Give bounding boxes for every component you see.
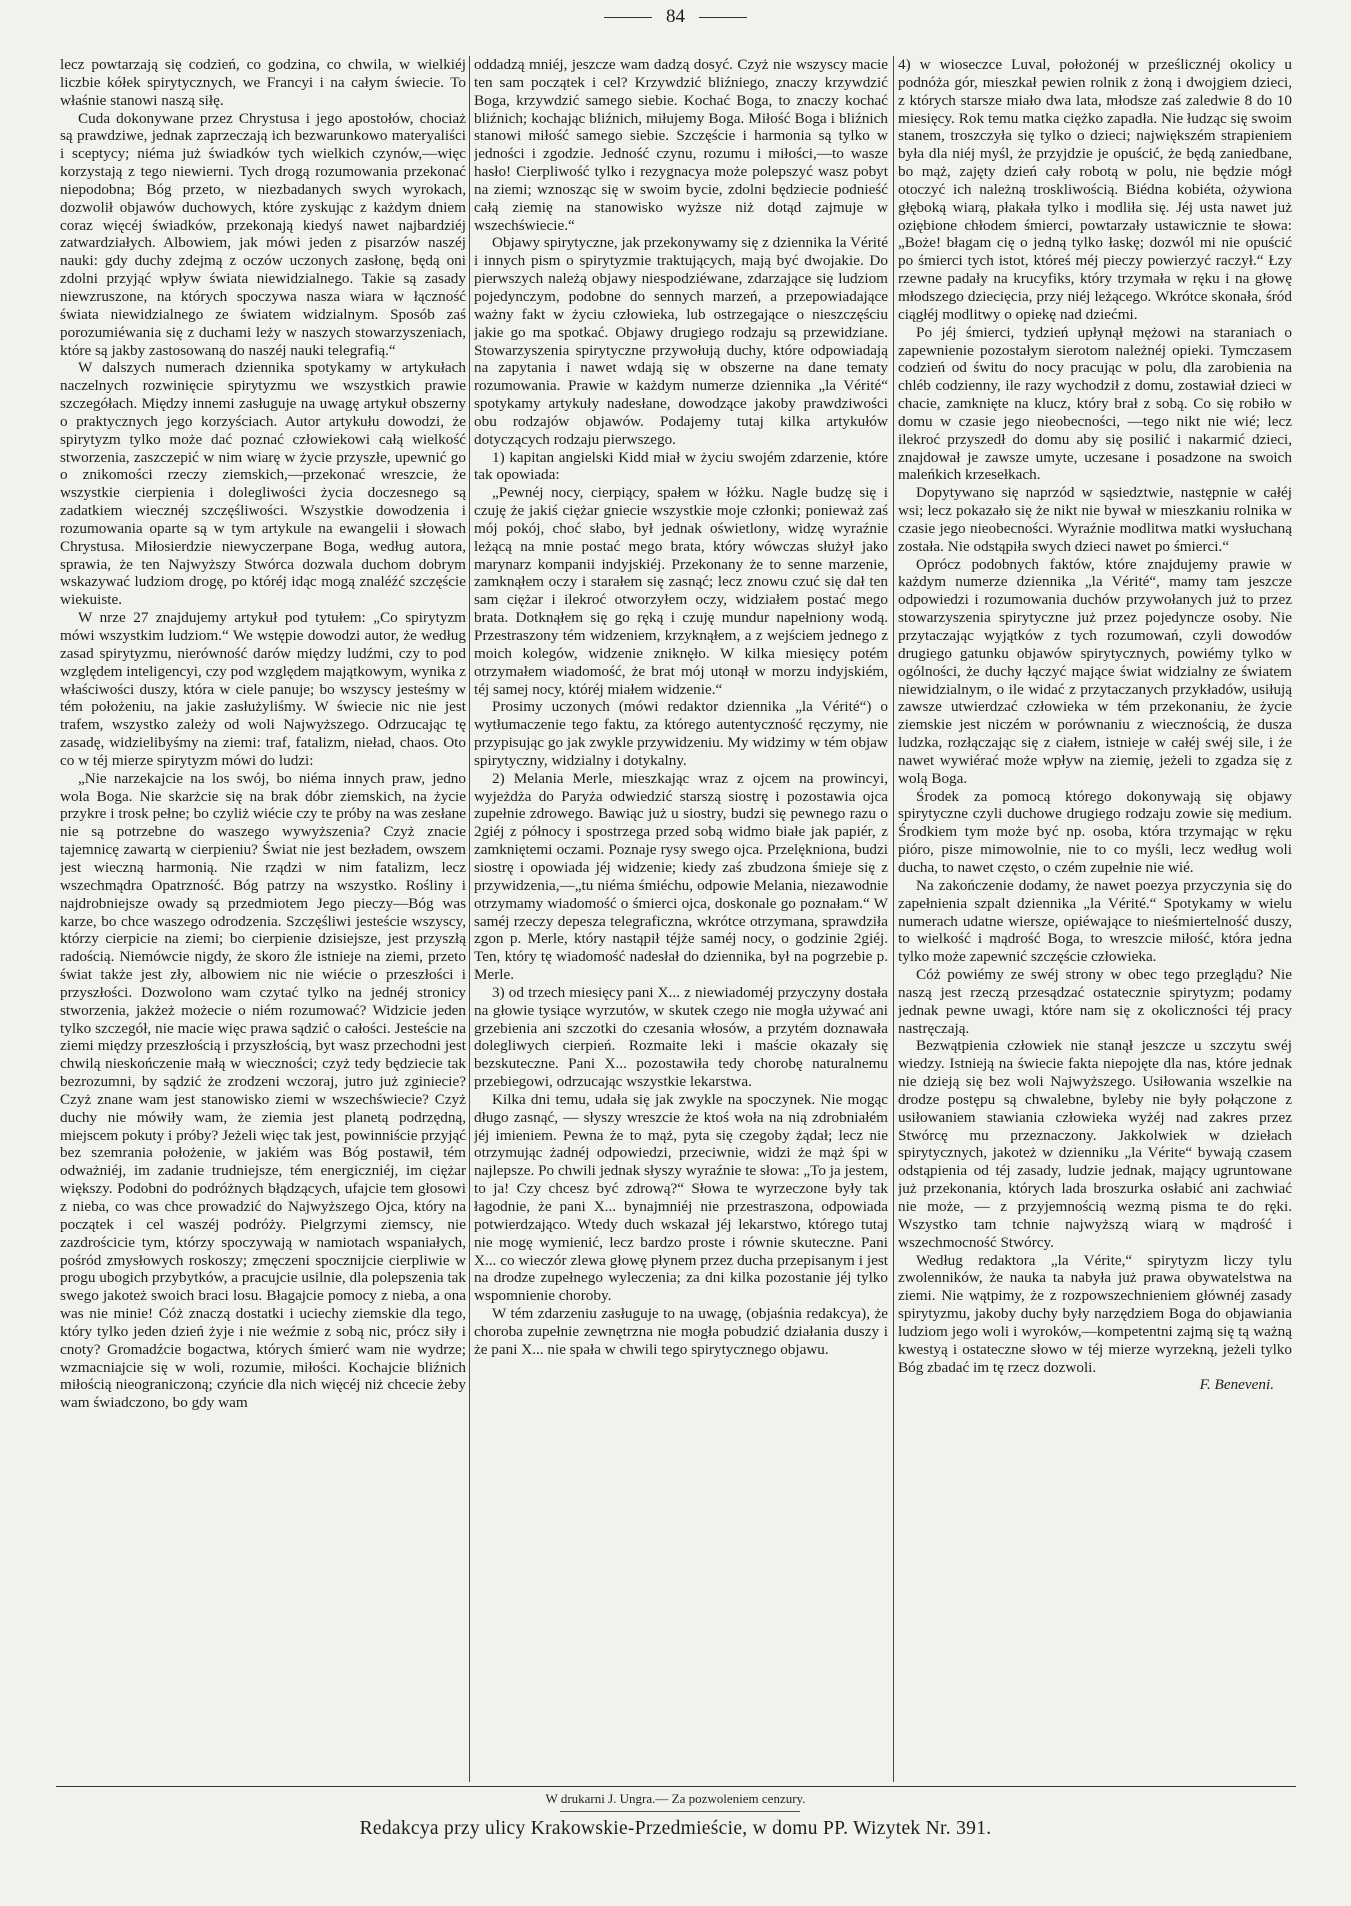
page-number [0, 6, 1351, 28]
paragraph: Według redaktora „la Vérite,“ spirytyzm liczy tylu zwolenników, że nauka ta nabyła już prawa obywatelstwa na ziemi. Nie wątpimy, że z rozpowszechnieniem głównéj zasady spirytyzmu, jakoby duchy były narzędziem Boga do objawiania ludziom jego woli i wyroków,—kompetentni zajmą się tą ważną kwestyą i ostateczne słowo w téj mierze wyrzekną, jeżeli tylko Bóg zbadać im tę rzecz dozwoli. [898, 1251, 1292, 1376]
paragraph: Środek za pomocą którego dokonywają się objawy spirytyczne czyli duchowe drugiego rodzaju zowie się medium. Środkiem tym może być np. osoba, która trzymając w ręku pióro, pisze mimowolnie, nie to co myśli, lecz według woli ducha, to nawet często, o czém zupełnie nie wié. [898, 787, 1292, 876]
column-1 [60, 56, 466, 1782]
paragraph: oddadzą mniéj, jeszcze wam dadzą dosyć. Czyż nie wszyscy macie ten sam początek i cel? Krzywdzić bliźniego, znaczy krzywdzić Boga, krzywdzić samego siebie. Kochać Boga, to znaczy kochać bliźnich; kochając bliźnich, miłujemy Boga. Miłość Boga i bliźnich stanowi miłość samego siebie. Szczęście i harmonia są tylko w jedności i zgodzie. Jedność czynu, rozumu i miłości,—to wasze hasło! Cierpliwość tylko i rezygnacya może polepszyć wasz pobyt na ziemi; wznosząc się w swoim bycie, zdolni będziecie podnieść całą ziemię na stanowisko wyższe niż dotąd zajmuje w wszechświecie.“ [474, 56, 888, 234]
paragraph: Kilka dni temu, udała się jak zwykle na spoczynek. Nie mogąc długo zasnąć, — słyszy wreszcie że ktoś woła na nią zdrobniałém jéj imieniem. Pewna że to mąż, pyta się czegoby żądał; lecz nie otrzymując żadnéj odpowiedzi, przeciwnie, widzi że mąż śpi w najlepsze. Po chwili jednak słyszy wyraźnie te słowa: „To ja jestem, to ja! Czy chcesz być zdrową?“ Słowa te wyrzeczone były tak łagodnie, że pani X... bynajmniéj nie przestraszona, odpowiada potwierdzająco. Wtedy duch wskazał jéj lekarstwo, którego tutaj nie mogę wymienić, lecz bardzo proste i równie skuteczne. Pani X... co wieczór zlewa głowę płynem przez ducha przepisanym i jest na drodze zupełnego wyleczenia; za dni kilka pozostanie jéj tylko wspomnienie choroby. [474, 1090, 888, 1305]
footer-rule-short [560, 1811, 800, 1812]
paragraph: W dalszych numerach dziennika spotykamy w artykułach naczelnych rozwinięcie spirytyzmu we wszystkich prawie szczegółach. Między innemi zasługuje na uwagę artykuł obszerny o praktycznych jego korzyściach. Autor artykułu dowodzi, że spirytyzm tylko może dać poznać człowiekowi całą wielkość stworzenia, zaszczepić w nim wiarę w życie przyszłe, upewnić go o znikomości rzeczy ziemskich,—przekonać wreszcie, że wszystkie cierpienia i dolegliwości życia doczesnego są zadatkiem wiecznéj szczęśliwości. Wszystkie dowodzenia i rozumowania oparte są w tym artykule na ewangelii i słowach Chrystusa. Miłosierdzie niewyczerpane Boga, według autora, sprawia, że ten Najwyższy Stwórca dozwala duchom dobrym wskazywać ludziom drogę, po któréj idąc mogą znaléźć szczęście wiekuiste. [60, 359, 466, 609]
paragraph: Oprócz podobnych faktów, które znajdujemy prawie w każdym numerze dziennika „la Vérité“, mamy tam jeszcze odpowiedzi i rozumowania duchów przywołanych już to przez stowarzyszenia spirytyczne już przez pojedyncze osoby. Nie przytaczając wyjątków z tych rozumowań, czyli dowodów drugiego gatunku objawów spirytycznych, powiémy tylko w ogólności, że duchy łączyć mające świat widzialny ze światem niewidzialnym, o ile widać z przytaczanych przykładów, usiłują zawsze utwierdzać człowieka w tém przekonaniu, że życie ziemskie jest niczém w porównaniu z wiecznością, że dusza ludzka, rozłączając się z ciałem, istnieje w całéj swéj sile, i że nawet wywiérać może wpływ na ziemię, jeżeli to zgadza się z wolą Boga. [898, 555, 1292, 787]
printer-note: W drukarni J. Ungra.— Za pozwoleniem cenzury. [545, 1791, 806, 1806]
paragraph: Objawy spirytyczne, jak przekonywamy się z dziennika la Vérité i innych pism o spirytyzmie traktujących, mają być dwojakie. Do pierwszych należą objawy niespodziéwane, zdarzające się ludziom pojedynczym, podobne do sennych marzeń, a przepowiadające ważny fakt w życiu człowieka, lub ostrzegające o nieszczęściu jakie go ma spotkać. Objawy drugiego rodzaju są przewidziane. Stowarzyszenia spirytyczne przywołują duchy, które odpowiadają na zapytania i nawet wdają się w obszerne na dane tematy rozumowania. Prawie w każdym numerze dziennika „la Vérité“ spotykamy artykuły nadesłane, dowodzące jakoby prawdziwości obu rodzajów objawów. Podajemy tutaj kilka artykułów dotyczących rodzaju pierwszego. [474, 234, 888, 448]
paragraph: 3) od trzech miesięcy pani X... z niewiadoméj przyczyny dostała na głowie tysiące wyrzutów, w skutek czego nie mogła używać ani grzebienia ani szczotki do czesania włosów, a przytém doznawała dolegliwych cierpień. Rozmaite leki i maście okazały się bezskuteczne. Pani X... pozostawiła tedy chorobę naturalnemu przebiegowi, odrzucając wszystkie lekarstwa. [474, 983, 888, 1091]
paragraph: 2) Melania Merle, mieszkając wraz z ojcem na prowincyi, wyjeżdża do Paryża odwiedzić starszą siostrę i pozostawia ojca zupełnie zdrowego. Bawiąc już u siostry, budzi się pewnego razu o 2giéj z północy i spostrzega przed sobą widmo białe jak papiér, z zamkniętemi oczami. Poznaje rysy swego ojca. Przelękniona, budzi siostrę i opowiada jéj widzenie; kiedy zaś zbudzona śmieje się z przywidzenia,—„tu niéma śmiéchu, odpowie Melania, niezawodnie otrzymamy wiadomość o śmierci ojca, doskonale go poznałam.“ W saméj rzeczy depesza telegraficzna, wkrótce otrzymana, sprawdziła zgon p. Merle, który nastąpił téjże saméj nocy, o godzinie 2giéj. Ten, który tę wiadomość nadesłał do dziennika, był na pogrzebie p. Merle. [474, 769, 888, 984]
column-2 [474, 56, 888, 1782]
paragraph: 4) w wioseczce Luval, położonéj w prześlicznéj okolicy u podnóża gór, mieszkał pewien rolnik z żoną i dwojgiem dzieci, z których starsze miało dwa lata, młodsze zaś zaledwie 8 do 10 miesięcy. Rok temu matka ciężko zapadła. Nie łudząc się swoim stanem, troszczyła się tylko o dzieci; największém strapieniem była dla niéj myśl, że przyjdzie je opuścić, że będą zaniedbane, bo mąż, zajęty dzień cały robotą w polu, nie będzie mógł otoczyć ich należną troskliwością. Biédna kobiéta, ożywiona głęboką wiarą, płakała tylko i modliła się. Jéj usta nawet już oziębione chłodem śmierci, powtarzały ustawicznie te słowa: „Boże! błagam cię o jedną tylko łaskę; dozwól mi nie opuścić po śmierci tych istot, któreś méj pieczy powierzyć raczył.“ Łzy rzewne padały na krucyfiks, który trzymała w ręku i na głowę młodszego dziecięcia, przy niéj leżącego. Wkrótce skonała, śród ciągłéj modlitwy o opiekę nad dziećmi. [898, 56, 1292, 323]
paragraph: lecz powtarzają się codzień, co godzina, co chwila, w wielkiéj liczbie kółek spirytycznych, we Francyi i na całym świecie. To właśnie stanowi naszą siłę. [60, 56, 466, 109]
paragraph: Cuda dokonywane przez Chrystusa i jego apostołów, chociaż są prawdziwe, jednak zaprzeczają ich bezwarunkowo materyaliści i sceptycy; niéma już świadków tych wielkich czynów,—więc korzystają z tego niewierni. Tych drogą rozumowania przekonać niepodobna; Bóg przeto, w niezbadanych swych wyrokach, dozwolił objawów duchowych, które zyskując z każdym dniem coraz więcéj świadków, przekonają kiedyś nawet najbardziéj zatwardziałych. Albowiem, jak mówi jeden z pisarzów naszéj nauki: gdy duchy zdejmą z oczów uczonych zasłonę, będą oni zdolni przyjąć wpływ świata niewidzialnego. Takie są zasady niewzruszone, na których spoczywa nasza wiara w łączność świata niewidzialnego ze światem widzialnym. Sposób zaś porozumiéwania się z duchami leży w naszych stowarzyszeniach, które są jakby zastosowaną do naszéj nauki telegrafią.“ [60, 109, 466, 359]
page-number-text: 84 [666, 6, 685, 27]
paragraph: W nrze 27 znajdujemy artykuł pod tytułem: „Co spirytyzm mówi wszystkim ludziom.“ We wstępie dowodzi autor, że według zasad spirytyzmu, nierówność darów między ludźmi, czy to pod względem inteligencyi, czy pod względem majątkowym, wynika z właściwości duszy, która w ciele panuje; bo wszyscy jesteśmy w tém położeniu, na jakie zasłużyliśmy. W świecie nic nie jest trafem, wszystko zależy od woli Najwyższego. Odrzucając tę zasadę, widzielibyśmy na ziemi: traf, fatalizm, nieład, chaos. Oto co w téj mierze spirytyzm mówi do ludzi: [60, 609, 466, 769]
paragraph: Cóż powiémy ze swéj strony w obec tego przeglądu? Nie naszą jest rzeczą przesądzać ostatecznie spirytyzm; podamy jednak pewne uwagi, które nam się z okoliczności téj pracy nastręczają. [898, 966, 1292, 1037]
column-divider [469, 56, 470, 1782]
column-3 [898, 56, 1292, 1782]
paragraph: Prosimy uczonych (mówi redaktor dziennika „la Vérité“) o wytłumaczenie tego faktu, za którego autentyczność ręczymy, nie przypisując go jak zwykle przywidzeniu. My widzimy w tém objaw spirytyczny, widzialny i dotykalny. [474, 698, 888, 769]
paragraph: „Nie narzekajcie na los swój, bo niéma innych praw, jedno wola Boga. Nie skarżcie się na brak dóbr ziemskich, na życie przykre i trosk pełne; bo czyliż wiécie czy te próby na was zesłane nie są potrzebne do waszego wywyższenia? Czyż znacie tajemnicę zawartą w cierpieniu? Świat nie jest bezładem, owszem jest wieczną harmonią. Nie rządzi w nim fatalizm, lecz wszechmądra Opatrzność. Bóg patrzy na wszystko. Rośliny i najdrobniejsze owady są przedmiotem Jego pieczy—Bóg was karze, bo chce waszego odrodzenia. Szczęśliwi jesteście wszyscy, którzy cierpicie na ziemi; bo cierpienie dzisiejsze, jest przyszłą radością. Niemówcie nigdy, że skoro źle istnieje na ziemi, przeto świat także jest zły, albowiem nic nie wiécie o przeszłości i przyszłości. Dozwolono wam czytać tylko na jednéj stronicy stworzenia, jakżeż możecie o niém rozumować? Widzicie jeden tylko szczegół, nie macie więc prawa sądzić o całości. Jesteście na ziemi między przeszłością i przyszłością, byt wasz przechodni jest chwilą nieskończenie małą w wieczności; czyż tedy będziecie tak bezrozumni, by sądzić że zrodzeni wczoraj, jutro już zginiecie? Czyż znane wam jest stanowisko ziemi w wszechświecie? Czyż duchy nie mówiły wam, że ziemia jest planetą podrzędną, miejscem pokuty i próby? Jeżeli więc tak jest, powinniście przyjąć bez szemrania położenie, w jakiém was Bóg postawił, tém odważniéj, im zadanie trudniejsze, tém energiczniéj, im ciężar większy. Podobni do podróżnych błądzących, ufajcie tem głosowi z nieba, co was chce prowadzić do Najwyższego Ojca, który na początek i cel waszéj podróży. Pielgrzymi ziemscy, nie zazdrościcie tym, którzy spoczywają w namiotach wspaniałych, pośród zmysłowych roskoszy; zmęczeni spocznijcie cierpliwie w progu ubogich przybytków, a pracujcie usilnie, dla polepszenia tak swego jakoteż swoich braci losu. Błagajcie pomocy z nieba, a ona was nie minie! Cóż znaczą dostatki i uciechy ziemskie dla tego, który tylko jeden dzień żyje i nie weźmie z sobą nic, prócz siły i cnoty? Gromadźcie bogactwa, których śmierć wam nie wydrze; wzmacniajcie się w woli, rozumie, miłości. Kochajcie bliźnich miłością nieograniczoną; czyńcie dla nich więcéj niż chcecie żeby wam świadczono, bo gdy wam [60, 769, 466, 1412]
paragraph: W tém zdarzeniu zasługuje to na uwagę, (objaśnia redakcya), że choroba zupełnie zewnętrzna nie mogła pobudzić działania duszy i że pani X... nie spała w chwili tego spirytycznego objawu. [474, 1305, 888, 1358]
paragraph: Na zakończenie dodamy, że nawet poezya przyczynia się do zapełnienia szpalt dziennika „la Vérité.“ Spotykamy w wielu numerach udatne wiersze, opiéwające to nieśmiertelność duszy, to wielkość i mądrość Boga, to wreszcie miłość, która jedna tylko może zapewnić szczęście człowieka. [898, 876, 1292, 966]
paragraph: Bezwątpienia człowiek nie stanął jeszcze u szczytu swéj wiedzy. Istnieją na świecie fakta niepojęte dla nas, które jednak nie dzieją się bez woli Najwyższego. Usiłowania wszelkie na drodze postępu są chwalebne, byleby nie były połączone z usiłowaniem stawiania człowieka wyżéj nad zakres przez Stwórcę mu przeznaczony. Jakkolwiek w dziełach spirytycznych, jakoteż w dzienniku „la Vérite“ bywają czasem odstąpienia od téj zasady, ludzie jednak, mający ugruntowane już przekonania, których lada broszurka osłabić ani zachwiać nie może, — z przyjemnością wezmą pisma te do ręki. Wszystko tam tchnie najwyższą wiarą w mądrość i wszechmocność Stwórcy. [898, 1037, 1292, 1251]
editorial-address: Redakcya przy ulicy Krakowskie-Przedmieście, w domu PP. Wizytek Nr. 391. [359, 1818, 992, 1839]
paragraph: Po jéj śmierci, tydzień upłynął mężowi na staraniach o zapewnienie pozostałym sierotom należnéj opieki. Tymczasem codzień od świtu do nocy pracując w polu, dla zarobienia na chléb codzienny, ile razy wychodził z domu, zostawiał dzieci w chacie, zamknięte na klucz, który brał z sobą. Co się robiło w domu w czasie jego nieobecności, —tego nikt nie wié; lecz ilekroć przyszedł do domu aby się posilić i nakarmić dzieci, znajdował je zawsze umyte, uczesane i posadzone na swoich maleńkich krzesełkach. [898, 323, 1292, 484]
author-signature: F. Beneveni. [1199, 1376, 1274, 1394]
paragraph: Dopytywano się naprzód w sąsiedztwie, następnie w całéj wsi; lecz pokazało się że nikt nie bywał w mieszkaniu rolnika w czasie jego nieobecności. Wyraźnie modlitwa matki wysłuchaną została. Nie odstąpiła swych dzieci nawet po śmierci.“ [898, 484, 1292, 555]
paragraph: „Pewnéj nocy, cierpiący, spałem w łóżku. Nagle budzę się i czuję że jakiś ciężar gniecie wszystkie moje członki; ponieważ zaś mój pokój, choć słabo, był jednak oświetlony, widzę wyraźnie leżącą na mnie postać mego brata, który wówczas służył jako marynarz kompanii indyjskiéj. Przekonany że to senne marzenie, zamknąłem oczy i starałem się zasnąć; lecz znowu czuć się dał ten sam ciężar i ilekroć otworzyłem oczy, widziałem postać mego brata. Dotknąłem się go ręką i czuję mundur napełniony wodą. Przestraszony tém widzeniem, krzyknąłem, a z wejściem jednego z moich kolegów, widzenie zniknęło. W kilka miesięcy potém otrzymałem wiadomość, że brat mój utonął w morzu indyjskiém, téj samej nocy, któréj miałem widzenie.“ [474, 484, 888, 698]
footer-rule [56, 1786, 1296, 1787]
paragraph: 1) kapitan angielski Kidd miał w życiu swojém zdarzenie, które tak opowiada: [474, 448, 888, 484]
column-divider [893, 56, 894, 1782]
